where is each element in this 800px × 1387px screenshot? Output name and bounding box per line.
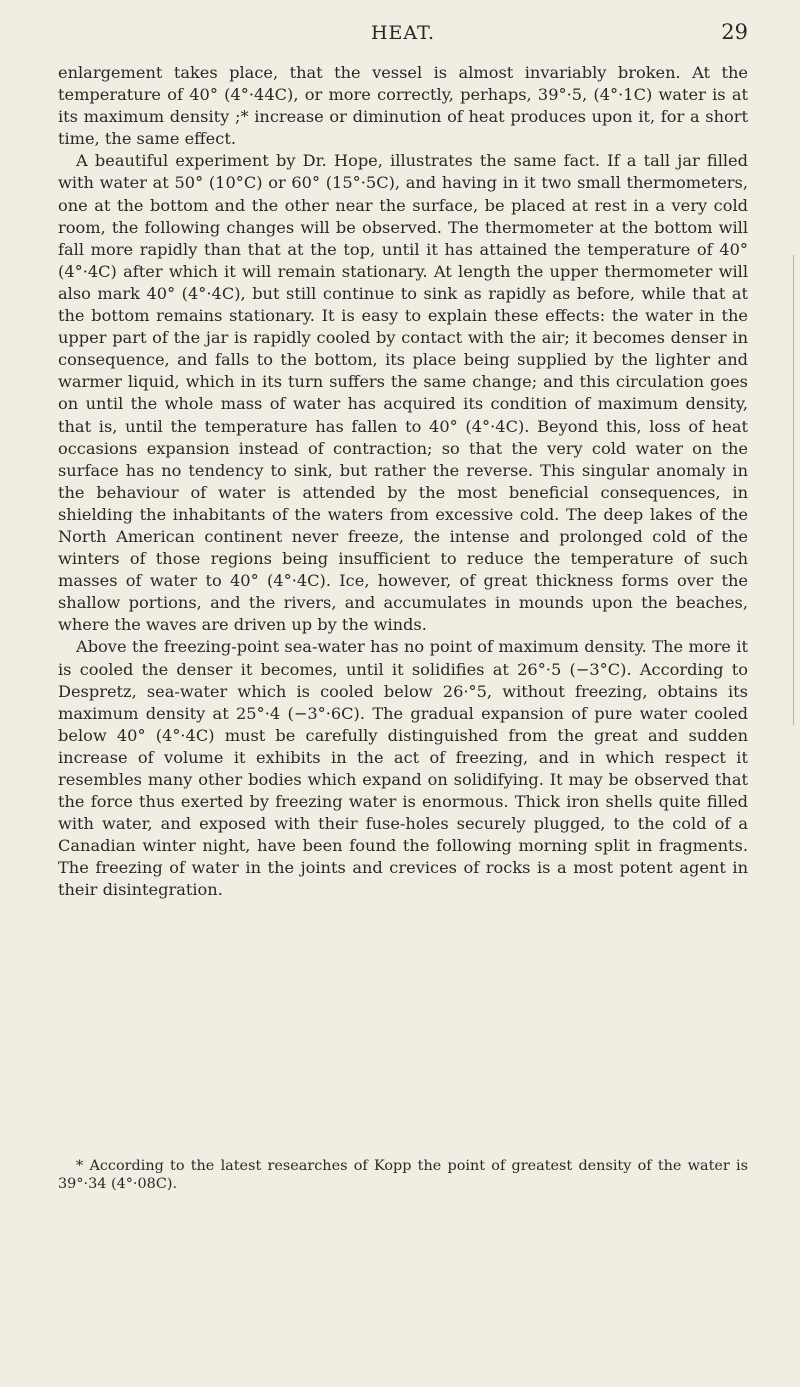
body-text [58, 62, 748, 902]
running-head [58, 22, 748, 52]
paragraph-continued: enlargement takes place, that the vessel is almost invariably broken. At the temperature of 40° (4°·44C), or more correctly, perhaps, 39°·5, (4°·1C) water is at its maximum density ;* increase or diminution of heat produces upon it, for a short time, the same effect. [58, 63, 748, 149]
running-head-title: HEAT. [370, 22, 436, 44]
page-edge-shadow [793, 255, 794, 725]
page-number: 29 [721, 20, 748, 44]
footnote: * According to the latest researches of Kopp the point of greatest density of the water is 39°·34 (4°·08C). [58, 1158, 748, 1192]
paragraph-hope-experiment: A beautiful experiment by Dr. Hope, illustrates the same fact. If a tall jar filled with water at 50° (10°C) or 60° (15°·5C), and having in it two small thermometers, one at the bottom and the other near the surface, be placed at rest in a very cold room, the following changes will be observed. The thermometer at the bottom will fall more rapidly than that at the top, until it has attained the temperature of 40° (4°·4C) after which it will remain stationary. At length the upper thermometer will also mark 40° (4°·4C), but still continue to sink as rapidly as before, while that at the bottom remains stationary. It is easy to explain these effects: the water in the upper part of the jar is rapidly cooled by contact with the air; it becomes denser in consequence, and falls to the bottom, its place being supplied by the lighter and warmer liquid, which in its turn suffers the same change; and this circulation goes on until the whole mass of water has acquired its condition of maximum density, that is, until the temperature has fallen to 40° (4°·4C). Beyond this, loss of heat occasions expansion instead of contraction; so that the very cold water on the surface has no tendency to sink, but rather the reverse. This singular anomaly in the behaviour of water is attended by the most beneficial consequences, in shielding the inhabitants of the waters from excessive cold. The deep lakes of the North American continent never freeze, the intense and prolonged cold of the winters of those regions being insufficient to reduce the temperature of such masses of water to 40° (4°·4C). Ice, however, of great thickness forms over the shallow portions, and the rivers, and accumulates in mounds upon the beaches, where the waves are driven up by the winds. [58, 151, 748, 635]
paragraph-sea-water: Above the freezing-point sea-water has no point of maximum density. The more it is cooled the denser it becomes, until it solidifies at 26°·5 (−3°C). According to Despretz, sea-water which is cooled below 26·°5, without freezing, obtains its maximum density at 25°·4 (−3°·6C). The gradual expansion of pure water cooled below 40° (4°·4C) must be carefully distinguished from the great and sudden increase of volume it exhibits in the act of freezing, and in which respect it resembles many other bodies which expand on solidifying. It may be observed that the force thus exerted by freezing water is enormous. Thick iron shells quite filled with water, and exposed with their fuse-holes securely plugged, to the cold of a Canadian winter night, have been found the following morning split in fragments. The freezing of water in the joints and crevices of rocks is a most potent agent in their disintegration. [58, 637, 748, 900]
